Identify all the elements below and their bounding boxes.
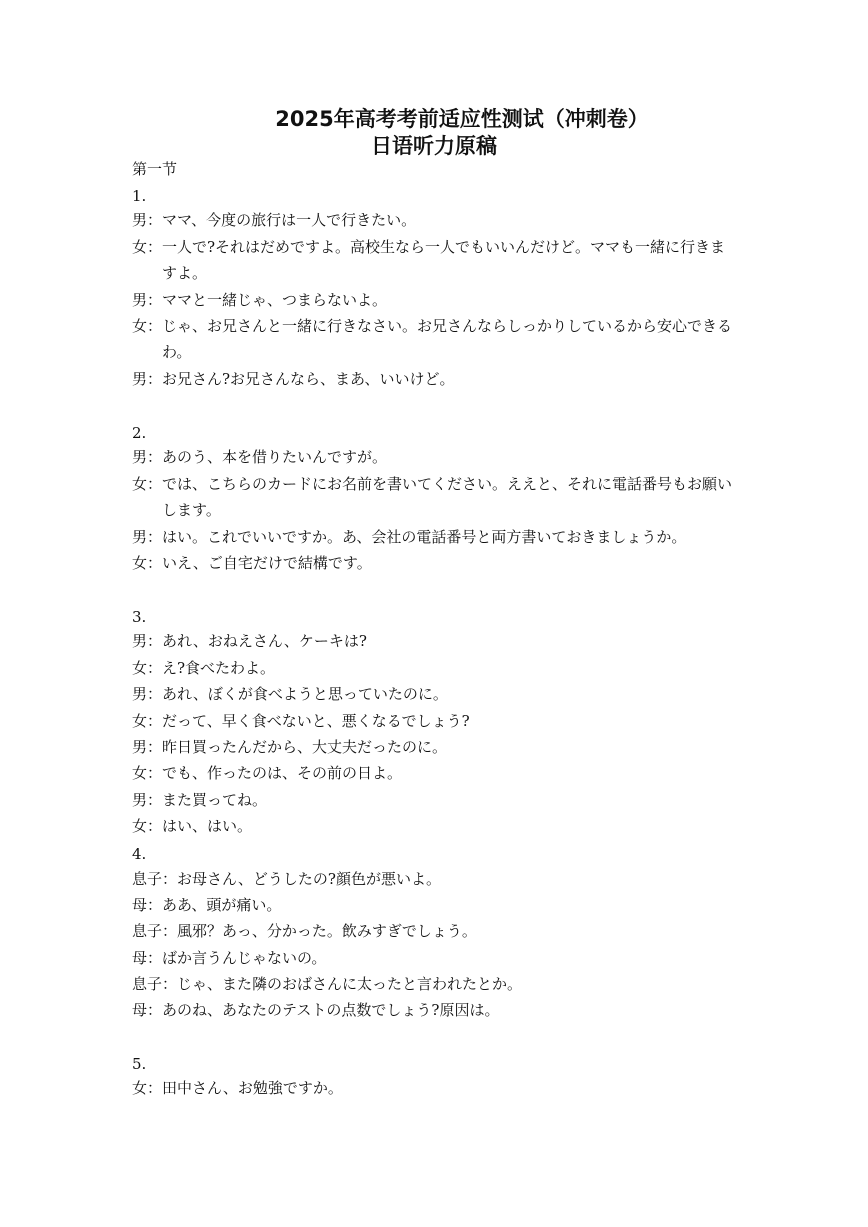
question-number: 3. <box>132 608 147 626</box>
dialogue-line <box>132 366 744 392</box>
dialogue-text: だって、早く食べないと、悪くなるでしょう? <box>162 712 470 730</box>
dialogue-text: ママ、今度の旅行は一人で行きたい。 <box>162 211 417 229</box>
dialogue-text: 一人で?それはだめですよ。高校生なら一人でもいいんだけど。ママも一緒に行きますよ。 <box>162 238 726 283</box>
dialogue-line <box>132 760 744 786</box>
dialogue-text: ママと一緒じゃ、つまらないよ。 <box>162 291 388 309</box>
dialogue-text: あのね、あなたのテストの点数でしょう?原因は。 <box>162 1001 500 1019</box>
dialogue-line <box>132 444 744 470</box>
speaker-label: 息子： <box>132 870 178 888</box>
dialogue-line <box>132 892 744 918</box>
dialogue-line <box>132 787 744 813</box>
dialogue-line <box>132 866 744 892</box>
speaker-label: 女： <box>132 712 163 730</box>
speaker-label: 男： <box>132 632 163 650</box>
dialogue-text: 田中さん、お勉強ですか。 <box>162 1079 343 1097</box>
speaker-label: 息子： <box>132 975 178 993</box>
dialogue-line <box>132 734 744 760</box>
dialogue-line <box>132 655 744 681</box>
dialogue-text: お母さん、どうしたの?顔色が悪いよ。 <box>177 870 441 888</box>
dialogue-line <box>132 234 738 287</box>
question-number: 4. <box>132 845 147 863</box>
speaker-label: 男： <box>132 528 163 546</box>
dialogue-line <box>132 207 744 233</box>
dialogue-line <box>132 708 744 734</box>
speaker-label: 母： <box>132 1001 163 1019</box>
dialogue-text: ばか言うんじゃないの。 <box>162 949 327 967</box>
speaker-label: 男： <box>132 370 163 388</box>
speaker-label: 女： <box>132 554 163 572</box>
dialogue-line <box>132 918 744 944</box>
dialogue-line <box>132 1075 744 1101</box>
speaker-label: 男： <box>132 685 163 703</box>
dialogue-text: 昨日買ったんだから、大丈夫だったのに。 <box>162 738 448 756</box>
dialogue-line <box>132 997 744 1023</box>
speaker-label: 母： <box>132 896 163 914</box>
dialogue-line <box>132 681 744 707</box>
speaker-label: 女： <box>132 317 163 335</box>
dialogue-text: では、こちらのカードにお名前を書いてください。ええと、それに電話番号もお願いします。 <box>162 475 733 520</box>
question-number: 1. <box>132 187 147 205</box>
dialogue-line <box>132 971 744 997</box>
dialogue-text: じゃ、また隣のおばさんに太ったと言われたとか。 <box>177 975 523 993</box>
speaker-label: 女： <box>132 475 163 493</box>
speaker-label: 男： <box>132 211 163 229</box>
dialogue-line <box>132 313 744 366</box>
speaker-label: 女： <box>132 659 163 677</box>
dialogue-line <box>132 550 744 576</box>
dialogue-text: え?食べたわよ。 <box>162 659 276 677</box>
dialogue-line <box>132 628 744 654</box>
dialogue-line <box>132 945 744 971</box>
dialogue-text: じゃ、お兄さんと一緒に行きなさい。お兄さんならしっかりしているから安心できるわ。 <box>162 317 733 362</box>
speaker-label: 女： <box>132 238 163 256</box>
document-title: 2025年高考考前适应性测试（冲刺卷） <box>275 107 649 131</box>
dialogue-text: あのう、本を借りたいんですが。 <box>162 448 388 466</box>
question-number: 5. <box>132 1055 147 1073</box>
document-subtitle: 日语听力原稿 <box>371 134 497 158</box>
dialogue-text: 風邪？あっ、分かった。飲みすぎでしょう。 <box>177 922 477 940</box>
dialogue-text: いえ、ご自宅だけで結構です。 <box>162 554 372 572</box>
speaker-label: 女： <box>132 764 163 782</box>
speaker-label: 女： <box>132 817 163 835</box>
question-number: 2. <box>132 424 147 442</box>
dialogue-text: ああ、頭が痛い。 <box>162 896 282 914</box>
dialogue-line <box>132 813 744 839</box>
dialogue-line <box>132 524 744 550</box>
dialogue-text: お兄さん?お兄さんなら、まあ、いいけど。 <box>162 370 455 388</box>
speaker-label: 男： <box>132 791 163 809</box>
speaker-label: 男： <box>132 448 163 466</box>
dialogue-text: はい、はい。 <box>162 817 253 835</box>
dialogue-line <box>132 471 744 524</box>
speaker-label: 男： <box>132 738 163 756</box>
dialogue-text: でも、作ったのは、その前の日よ。 <box>162 764 403 782</box>
dialogue-text: あれ、ぼくが食べようと思っていたのに。 <box>162 685 448 703</box>
section-heading: 第一节 <box>132 160 178 178</box>
dialogue-text: また買ってね。 <box>162 791 268 809</box>
dialogue-text: はい。これでいいですか。あ、会社の電話番号と両方書いておきましょうか。 <box>162 528 687 546</box>
speaker-label: 男： <box>132 291 163 309</box>
speaker-label: 女： <box>132 1079 163 1097</box>
dialogue-line <box>132 287 744 313</box>
dialogue-text: あれ、おねえさん、ケーキは? <box>162 632 367 650</box>
speaker-label: 息子： <box>132 922 178 940</box>
speaker-label: 母： <box>132 949 163 967</box>
